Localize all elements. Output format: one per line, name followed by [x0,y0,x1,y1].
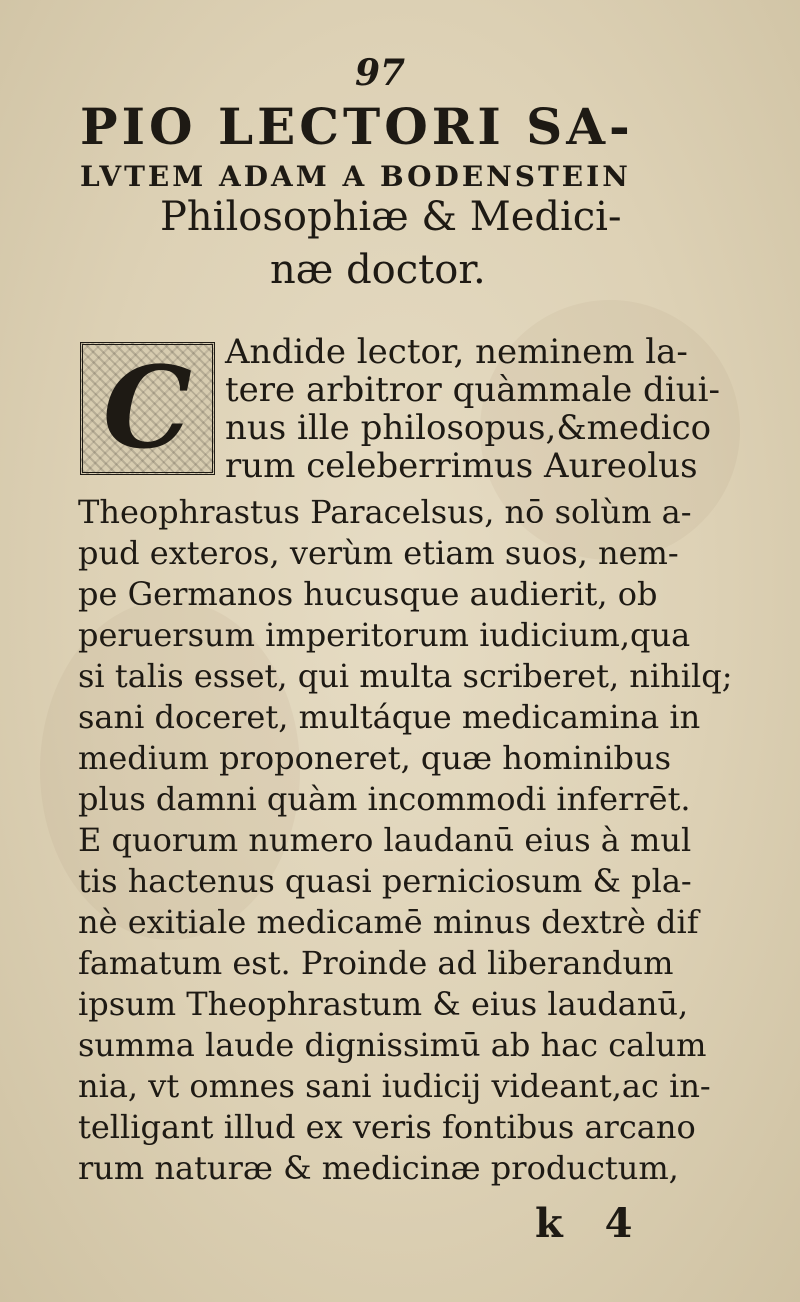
heading-line-4: næ doctor. [270,247,486,293]
page-number: 97 [354,52,406,94]
decorated-initial [80,342,215,475]
text-line: pe Germanos hucusque audierit, ob [78,575,658,613]
text-line: tere arbitror quàmmale diui- [225,370,720,410]
signature-mark: k 4 [535,1200,647,1247]
text-line: nia, vt omnes sani iudicij videant,ac in- [78,1067,711,1105]
text-line: peruersum imperitorum iudicium,qua [78,616,691,654]
text-line: plus damni quàm incommodi inferrēt. [78,780,691,818]
text-line: Theophrastus Paracelsus, nō solùm a- [78,493,692,531]
text-line: rum celeberrimus Aureolus [225,446,698,486]
text-line: ipsum Theophrastum & eius laudanū, [78,985,689,1023]
text-line: medium proponeret, quæ hominibus [78,739,672,777]
text-line: E quorum numero laudanū eius à mul [78,821,692,859]
text-line: si talis esset, qui multa scriberet, nihilq; [78,657,733,695]
text-line: rum naturæ & medicinæ productum, [78,1149,679,1187]
text-line: sani doceret, multáque medicamina in [78,698,701,736]
initial-letter: C [102,342,193,474]
text-line: summa laude dignissimū ab hac calum [78,1026,707,1064]
text-line: nus ille philosopus,&medico [225,408,712,448]
text-line: telligant illud ex veris fontibus arcano [78,1108,696,1146]
text-line: pud exteros, verùm etiam suos, nem- [78,534,679,572]
heading-line-1: PIO LECTORI SA- [80,97,634,156]
heading-line-3: Philosophiæ & Medici- [160,194,622,240]
text-line: nè exitiale medicamē minus dextrè dif [78,903,699,941]
heading-line-2: LVTEM ADAM A BODENSTEIN [80,160,631,193]
text-line: famatum est. Proinde ad liberandum [78,944,674,982]
text-line: tis hactenus quasi perniciosum & pla- [78,862,692,900]
text-line: Andide lector, neminem la- [225,332,688,372]
